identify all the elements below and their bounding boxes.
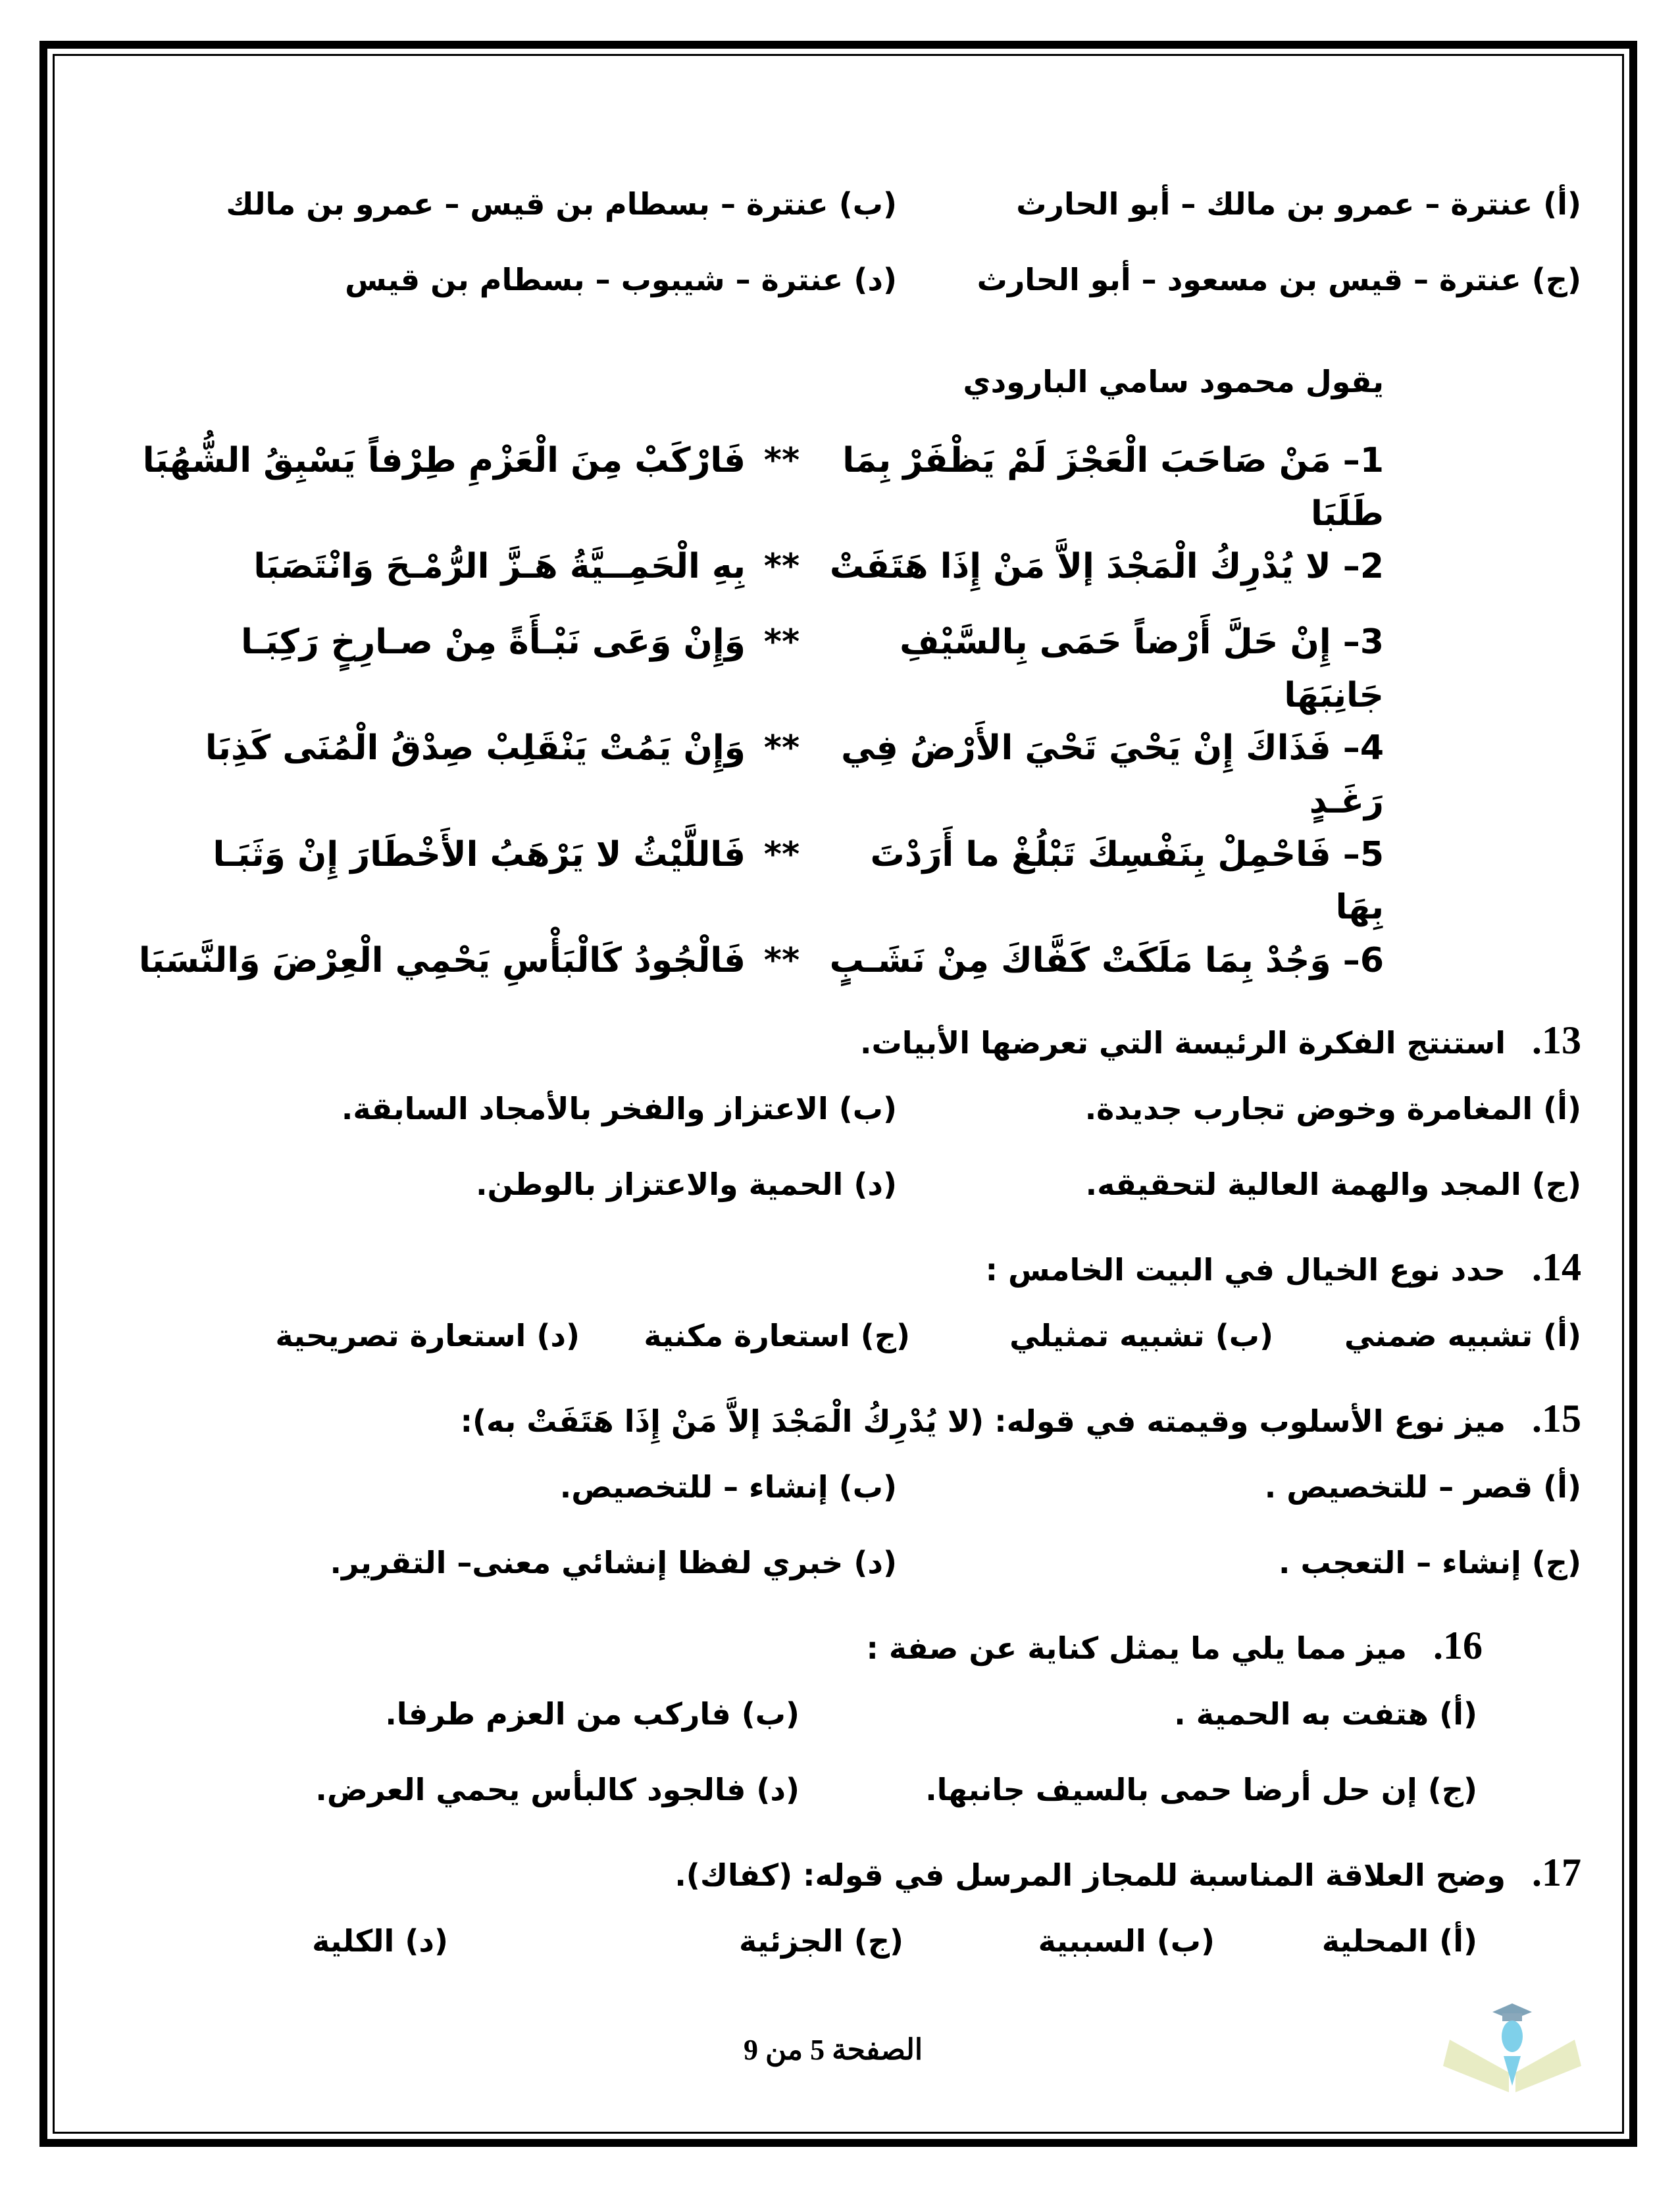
question-17: [95, 1842, 1581, 1918]
verse-second-hemistich: فَارْكَبْ مِنَ الْعَزْمِ طِرْفاً يَسْبِقُ الشُّهُبَا: [142, 441, 746, 480]
nezakr-logo: [1423, 1994, 1601, 2125]
option-b: (ب) إنشاء – للتخصيص.: [559, 1469, 897, 1505]
question-text: ميز مما يلي ما يمثل كناية عن صفة :: [866, 1630, 1407, 1666]
options-row: [95, 1086, 1581, 1161]
option-a: (أ) عنترة – عمرو بن مالك – أبو الحارث: [1016, 186, 1581, 222]
verse-separator: **: [763, 622, 800, 663]
options-row: [95, 257, 1581, 332]
question-number: 14.: [1532, 1245, 1581, 1289]
option-a: (أ) قصر – للتخصيص .: [1264, 1469, 1581, 1505]
question-number: 16.: [1433, 1623, 1483, 1667]
verse-second-hemistich: فَالْجُودُ كَالْبَأْسِ يَحْمِي الْعِرْضَ وَالنَّسَبَا: [138, 940, 746, 980]
question-15: [95, 1388, 1581, 1464]
question-text: استنتج الفكرة الرئيسة التي تعرضها الأبيات.: [860, 1024, 1506, 1061]
option-c: (ج) إنشاء – التعجب .: [1279, 1544, 1581, 1580]
option-b: (ب) الاعتزاز والفخر بالأمجاد السابقة.: [341, 1090, 897, 1126]
page-content: [95, 181, 1581, 1994]
verse-second-hemistich: بِهِ الْحَمِــيَّةُ هَـزَّ الرُّمْـحَ وَانْتَصَبَا: [253, 547, 746, 587]
options-row: [95, 1313, 1581, 1388]
option-d: (د) عنترة – شيبوب – بسطام بن قيس: [345, 262, 897, 297]
question-text: حدد نوع الخيال في البيت الخامس :: [985, 1251, 1506, 1288]
question-text: ميز نوع الأسلوب وقيمته في قوله: (لا يُدْرِكُ الْمَجْدَ إلاَّ مَنْ إِذَا هَتَفَتْ به):: [460, 1403, 1506, 1439]
option-a: (أ) المغامرة وخوض تجارب جديدة.: [1084, 1090, 1581, 1126]
page-total: 9: [744, 2033, 758, 2066]
options-row: [95, 1691, 1581, 1767]
verse-first-hemistich: 2– لا يُدْرِكُ الْمَجْدَ إلاَّ مَنْ إِذَا هَتَفَتْ: [829, 547, 1384, 587]
option-c: (ج) عنترة – قيس بن مسعود – أبو الحارث: [977, 262, 1581, 297]
option-d: (د) الكلية: [312, 1923, 448, 1959]
poem-intro-row: [95, 359, 1581, 434]
verse: [95, 540, 1581, 616]
page-border-inner: [53, 54, 1624, 2134]
page-border: [39, 41, 1637, 2147]
options-row: [95, 181, 1581, 257]
question-14: [95, 1237, 1581, 1313]
option-b: (ب) فاركب من العزم طرفا.: [385, 1696, 800, 1732]
verse: [95, 722, 1581, 828]
question-number: 17.: [1532, 1850, 1581, 1894]
verse-separator: **: [763, 441, 800, 480]
options-row: [95, 1767, 1581, 1842]
verse-separator: **: [763, 940, 800, 980]
option-b: (ب) السببية: [1038, 1923, 1215, 1959]
options-row: [95, 1918, 1581, 1994]
question-number: 13.: [1532, 1018, 1581, 1062]
option-b: (ب) تشبيه تمثيلي: [1009, 1317, 1273, 1353]
verse-first-hemistich: 1– مَنْ صَاحَبَ الْعَجْزَ لَمْ يَظْفَرْ بِمَا طَلَبَا: [842, 441, 1384, 534]
verse-second-hemistich: وَإِنْ يَمُتْ يَنْقَلِبْ صِدْقُ الْمُنَى كَذِبَا: [205, 728, 746, 768]
page-number: [744, 2033, 923, 2067]
verse-second-hemistich: فَاللَّيْثُ لا يَرْهَبُ الأَخْطَارَ إِنْ وَثَبَـا: [213, 834, 746, 874]
verse: [95, 828, 1581, 934]
poem-intro: يقول محمود سامي البارودي: [963, 364, 1384, 399]
option-d: (د) الحمية والاعتزاز بالوطن.: [476, 1166, 897, 1202]
verse: [95, 616, 1581, 722]
verse: [95, 934, 1581, 1010]
option-a: (أ) المحلية: [1321, 1923, 1477, 1959]
page-footer: [95, 1994, 1581, 2132]
verse-second-hemistich: وَإِنْ وَعَى نَبْـأَةً مِنْ صـارِخٍ رَكِبَـا: [241, 622, 746, 663]
question-13: [95, 1010, 1581, 1086]
question-16: [95, 1615, 1581, 1691]
option-c: (ج) استعارة مكنية: [644, 1317, 910, 1353]
verse-first-hemistich: 4– فَذَاكَ إِنْ يَحْيَ تَحْيَ الأَرْضُ فِي رَغَـدٍ: [841, 728, 1384, 821]
question-text: وضح العلاقة المناسبة للمجاز المرسل في قوله: (كفاك).: [674, 1857, 1506, 1893]
verse-first-hemistich: 3– إِنْ حَلَّ أَرْضاً حَمَى بِالسَّيْفِ جَانِبَهَا: [900, 622, 1384, 715]
option-a: (أ) تشبيه ضمني: [1344, 1317, 1581, 1353]
options-row: [95, 1161, 1581, 1237]
option-c: (ج) الجزئية: [739, 1923, 903, 1959]
verse-first-hemistich: 6– وَجُدْ بِمَا مَلَكَتْ كَفَّاكَ مِنْ نَشَـبٍ: [829, 940, 1384, 980]
options-row: [95, 1464, 1581, 1540]
option-a: (أ) هتفت به الحمية .: [1174, 1696, 1477, 1732]
option-d: (د) استعارة تصريحية: [275, 1317, 580, 1353]
graduate-book-icon: [1423, 1994, 1601, 2125]
page-of: من: [765, 2033, 803, 2066]
options-row: [95, 1540, 1581, 1615]
option-b: (ب) عنترة – بسطام بن قيس – عمرو بن مالك: [226, 186, 897, 222]
verse-first-hemistich: 5– فَاحْمِلْ بِنَفْسِكَ تَبْلُغْ ما أَرَدْتَ بِهَا: [870, 834, 1384, 928]
option-d: (د) فالجود كالبأس يحمي العرض.: [315, 1771, 800, 1807]
verse: [95, 434, 1581, 540]
poem-verses: [95, 434, 1581, 1010]
question-number: 15.: [1532, 1396, 1581, 1440]
verse-separator: **: [763, 834, 800, 874]
option-c: (ج) المجد والهمة العالية لتحقيقه.: [1085, 1166, 1581, 1202]
option-c: (ج) إن حل أرضا حمى بالسيف جانبها.: [925, 1771, 1477, 1807]
page-label: الصفحة: [832, 2033, 923, 2066]
verse-separator: **: [763, 728, 800, 768]
verse-separator: **: [763, 547, 800, 587]
page-current: 5: [810, 2033, 825, 2066]
option-d: (د) خبري لفظا إنشائي معنى– التقرير.: [330, 1544, 897, 1580]
